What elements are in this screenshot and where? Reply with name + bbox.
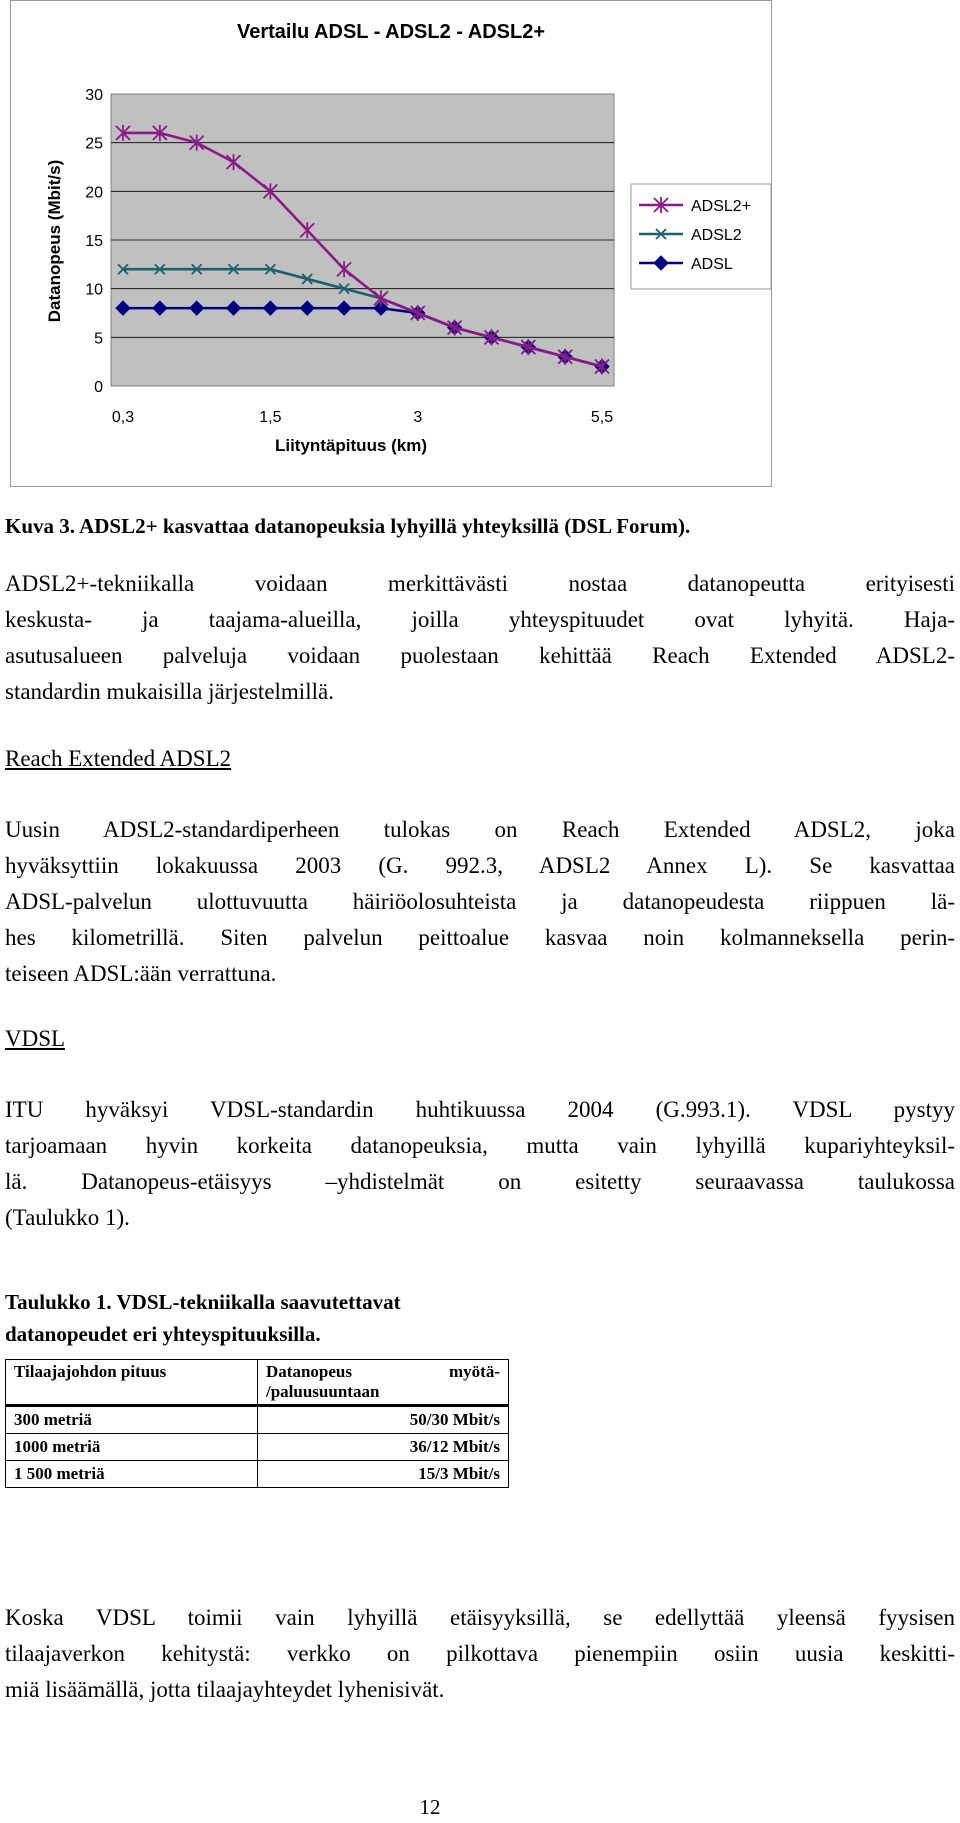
table-title-line: Taulukko 1. VDSL-tekniikalla saavutettavat xyxy=(5,1290,401,1314)
y-tick-label: 25 xyxy=(85,135,103,153)
y-tick-label: 20 xyxy=(85,184,103,202)
table-row xyxy=(6,1461,509,1488)
x-tick-label: 1,5 xyxy=(259,409,282,426)
text-line: Uusin ADSL2-standardiperheen tulokas on Reach Extended ADSL2, joka xyxy=(5,817,955,842)
x-tick-label: 5,5 xyxy=(590,409,614,426)
y-tick-label: 30 xyxy=(85,87,103,104)
cell-speed: 36/12 Mbit/s xyxy=(258,1434,509,1461)
cell-speed: 50/30 Mbit/s xyxy=(258,1406,509,1434)
text-line: miä lisäämällä, jotta tilaajayhteydet lyhenisivät. xyxy=(5,1677,445,1702)
paragraph-vdsl xyxy=(5,1092,955,1236)
paragraph-vdsl-network xyxy=(5,1600,955,1708)
header-speed xyxy=(258,1360,509,1406)
legend-label: ADSL xyxy=(691,256,733,273)
header-speed-part: /paluusuuntaan xyxy=(266,1382,380,1401)
chart-title: Vertailu ADSL - ADSL2 - ADSL2+ xyxy=(236,21,546,43)
text-line: ITU hyväksyi VDSL-standardin huhtikuussa 2004 (G.993.1). VDSL pystyy xyxy=(5,1097,955,1122)
text-line: hes kilometrillä. Siten palvelun peittoalue kasvaa noin kolmanneksella perin- xyxy=(5,925,955,950)
y-axis-ticks xyxy=(85,87,103,396)
y-tick-label: 0 xyxy=(94,379,103,396)
x-tick-label: 3 xyxy=(413,409,423,426)
x-axis-ticks xyxy=(112,409,613,426)
text-line: lä. Datanopeus-etäisyys –yhdistelmät on esitetty seuraavassa taulukossa xyxy=(5,1169,955,1194)
text-line: ADSL2+-tekniikalla voidaan merkittävästi nostaa datanopeutta erityisesti xyxy=(5,571,955,596)
heading-reach-extended: Reach Extended ADSL2 xyxy=(5,746,232,771)
text-line: keskusta- ja taajama-alueilla, joilla yhteyspituudet ovat lyhyitä. Haja- xyxy=(5,607,955,632)
vdsl-speed-table xyxy=(5,1359,509,1488)
text-line: hyväksyttiin lokakuussa 2003 (G. 992.3, ADSL2 Annex L). Se kasvattaa xyxy=(5,853,955,878)
figure-caption: Kuva 3. ADSL2+ kasvattaa datanopeuksia lyhyillä yhteyksillä (DSL Forum). xyxy=(5,514,691,538)
header-length: Tilaajajohdon pituus xyxy=(6,1360,258,1406)
paragraph-adsl2plus xyxy=(5,566,955,710)
heading-vdsl: VDSL xyxy=(5,1026,66,1051)
legend xyxy=(631,184,771,289)
text-line: standardin mukaisilla järjestelmillä. xyxy=(5,679,334,704)
cell-length: 1 500 metriä xyxy=(6,1461,258,1488)
y-tick-label: 15 xyxy=(85,233,103,250)
text-line: asutusalueen palveluja voidaan puolestaan kehittää Reach Extended ADSL2- xyxy=(5,643,955,668)
y-tick-label: 10 xyxy=(85,281,103,299)
page-number: 12 xyxy=(419,1795,441,1819)
table-row xyxy=(6,1406,509,1434)
paragraph-reach-extended xyxy=(5,812,955,992)
x-tick-label: 0,3 xyxy=(111,409,135,426)
text-line: ADSL-palvelun ulottuvuutta häiriöolosuhteista ja datanopeudesta riippuen lä- xyxy=(5,889,955,914)
y-axis-label: Datanopeus (Mbit/s) xyxy=(45,159,64,323)
table-header-row xyxy=(6,1360,509,1406)
text-line: Koska VDSL toimii vain lyhyillä etäisyyksillä, se edellyttää yleensä fyysisen xyxy=(5,1605,955,1630)
legend-label: ADSL2 xyxy=(691,227,742,244)
y-tick-label: 5 xyxy=(94,330,103,348)
table-title-line: datanopeudet eri yhteyspituuksilla. xyxy=(5,1322,321,1346)
table-title xyxy=(5,1286,401,1350)
x-axis-label: Liityntäpituus (km) xyxy=(274,436,428,455)
chart-figure xyxy=(10,0,772,487)
header-speed-part: myötä- xyxy=(449,1362,500,1381)
text-line: tarjoamaan hyvin korkeita datanopeuksia, mutta vain lyhyillä kupariyhteyksil- xyxy=(5,1133,955,1158)
text-line: tilaajaverkon kehitystä: verkko on pilkottava pienempiin osiin uusia keskitti- xyxy=(5,1641,955,1666)
table-row xyxy=(6,1434,509,1461)
header-speed-part: Datanopeus xyxy=(266,1362,352,1381)
text-line: teiseen ADSL:ään verrattuna. xyxy=(5,961,277,986)
text-line: (Taulukko 1). xyxy=(5,1205,130,1230)
line-chart xyxy=(11,1,773,488)
cell-speed: 15/3 Mbit/s xyxy=(258,1461,509,1488)
legend-label: ADSL2+ xyxy=(691,198,752,215)
cell-length: 300 metriä xyxy=(6,1406,258,1434)
cell-length: 1000 metriä xyxy=(6,1434,258,1461)
